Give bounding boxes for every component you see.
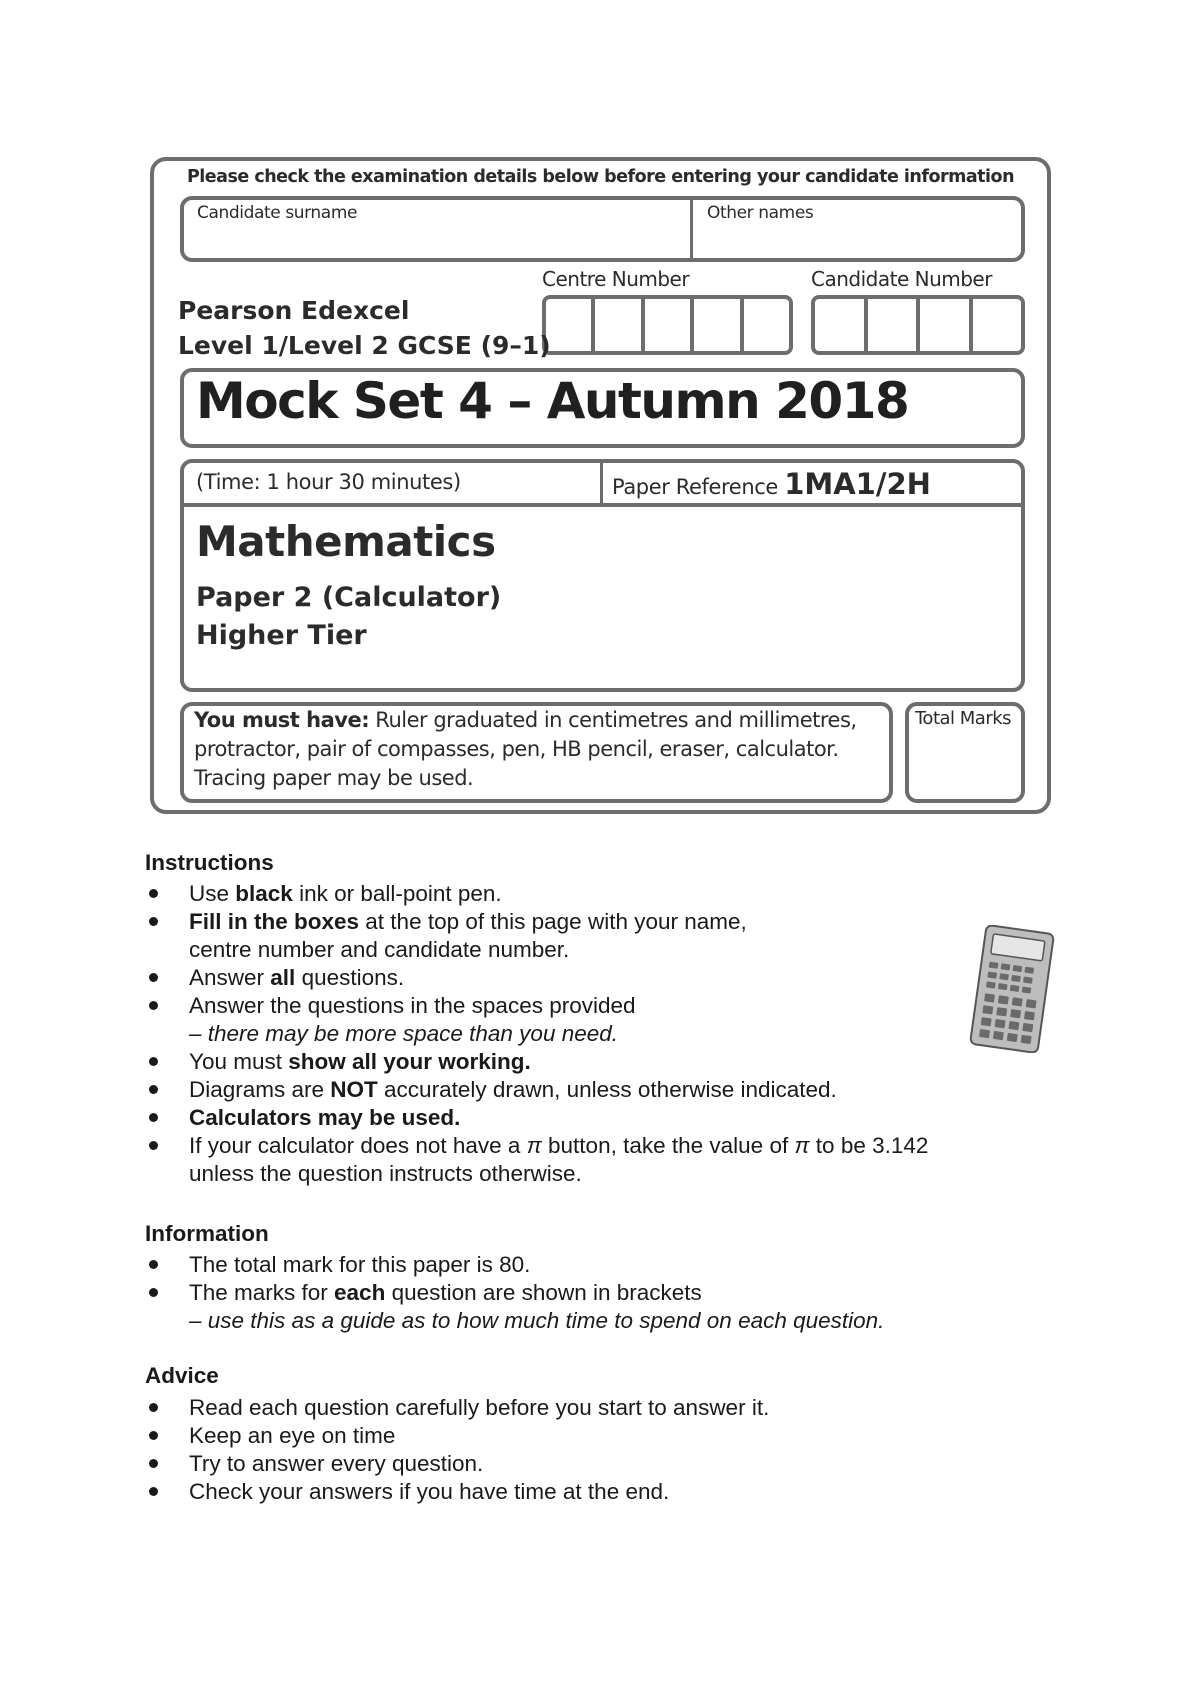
list-item: Answer all questions. bbox=[145, 964, 1005, 992]
instructions-list bbox=[145, 880, 1005, 1188]
bullet-icon bbox=[149, 1403, 158, 1412]
calculator-icon bbox=[966, 925, 1058, 1053]
list-item: Calculators may be used. bbox=[145, 1104, 1005, 1132]
bullet-icon bbox=[149, 917, 158, 926]
list-item: Answer the questions in the spaces provided – there may be more space than you need. bbox=[145, 992, 1005, 1048]
information-list bbox=[145, 1251, 1045, 1335]
list-item: Diagrams are NOT accurately drawn, unless otherwise indicated. bbox=[145, 1076, 1005, 1104]
bullet-icon bbox=[149, 1085, 158, 1094]
paper-reference bbox=[612, 467, 931, 501]
list-item: If your calculator does not have a π button, take the value of π to be 3.142 unless the question instructs otherwise. bbox=[145, 1132, 1005, 1188]
paper-reference-label: Paper Reference bbox=[612, 475, 778, 499]
time-row-separator bbox=[182, 503, 1023, 507]
list-item: You must show all your working. bbox=[145, 1048, 1005, 1076]
list-item: The total mark for this paper is 80. bbox=[145, 1251, 1045, 1279]
candidate-number-digit[interactable] bbox=[920, 299, 973, 351]
bullet-icon bbox=[149, 1431, 158, 1440]
bullet-icon bbox=[149, 1113, 158, 1122]
list-item: Check your answers if you have time at the end. bbox=[145, 1478, 1045, 1506]
name-divider bbox=[690, 198, 693, 260]
advice-list bbox=[145, 1394, 1045, 1506]
exam-board: Pearson Edexcel bbox=[178, 296, 410, 325]
list-item: Use black ink or ball-point pen. bbox=[145, 880, 1005, 908]
must-have-label: You must have: bbox=[194, 708, 370, 732]
candidate-number-digit[interactable] bbox=[868, 299, 921, 351]
exam-time: (Time: 1 hour 30 minutes) bbox=[196, 470, 461, 494]
centre-number-label: Centre Number bbox=[542, 267, 690, 291]
list-item: Keep an eye on time bbox=[145, 1422, 1045, 1450]
bullet-icon bbox=[149, 889, 158, 898]
mock-title: Mock Set 4 – Autumn 2018 bbox=[196, 372, 909, 430]
time-row-divider bbox=[600, 461, 603, 503]
bullet-icon bbox=[149, 1487, 158, 1496]
list-item: Try to answer every question. bbox=[145, 1450, 1045, 1478]
must-have-items: Ruler graduated in centimetres and millimetres, protractor, pair of compasses, pen, HB pencil, eraser, calculator. Tracing paper may be used. bbox=[194, 708, 857, 790]
list-item: Read each question carefully before you start to answer it. bbox=[145, 1394, 1045, 1422]
check-note: Please check the examination details below before entering your candidate information bbox=[186, 167, 1015, 187]
centre-number-boxes[interactable] bbox=[542, 295, 793, 355]
list-item: Fill in the boxes at the top of this page with your name, centre number and candidate number. bbox=[145, 908, 1005, 964]
centre-number-digit[interactable] bbox=[546, 299, 595, 351]
candidate-number-digit[interactable] bbox=[815, 299, 868, 351]
bullet-icon bbox=[149, 1057, 158, 1066]
advice-heading: Advice bbox=[145, 1363, 219, 1388]
bullet-icon bbox=[149, 1459, 158, 1468]
candidate-number-boxes[interactable] bbox=[811, 295, 1025, 355]
must-have-text bbox=[194, 706, 884, 793]
centre-number-digit[interactable] bbox=[645, 299, 694, 351]
paper-name: Paper 2 (Calculator) bbox=[196, 582, 502, 613]
centre-number-digit[interactable] bbox=[595, 299, 644, 351]
bullet-icon bbox=[149, 1288, 158, 1297]
centre-number-digit[interactable] bbox=[744, 299, 789, 351]
list-item: The marks for each question are shown in brackets – use this as a guide as to how much time to spend on each question. bbox=[145, 1279, 1045, 1335]
information-heading: Information bbox=[145, 1221, 269, 1246]
tier-name: Higher Tier bbox=[196, 620, 367, 651]
bullet-icon bbox=[149, 1141, 158, 1150]
bullet-icon bbox=[149, 1260, 158, 1269]
total-marks-label: Total Marks bbox=[915, 708, 1012, 729]
qualification-level: Level 1/Level 2 GCSE (9–1) bbox=[178, 331, 551, 360]
candidate-surname-field[interactable]: Candidate surname bbox=[197, 203, 358, 223]
instructions-heading: Instructions bbox=[145, 850, 274, 875]
candidate-number-digit[interactable] bbox=[973, 299, 1022, 351]
bullet-icon bbox=[149, 973, 158, 982]
centre-number-digit[interactable] bbox=[694, 299, 743, 351]
bullet-icon bbox=[149, 1001, 158, 1010]
other-names-field[interactable]: Other names bbox=[707, 203, 814, 223]
paper-reference-code: 1MA1/2H bbox=[784, 467, 931, 501]
candidate-number-label: Candidate Number bbox=[811, 267, 992, 291]
subject-title: Mathematics bbox=[196, 517, 496, 566]
